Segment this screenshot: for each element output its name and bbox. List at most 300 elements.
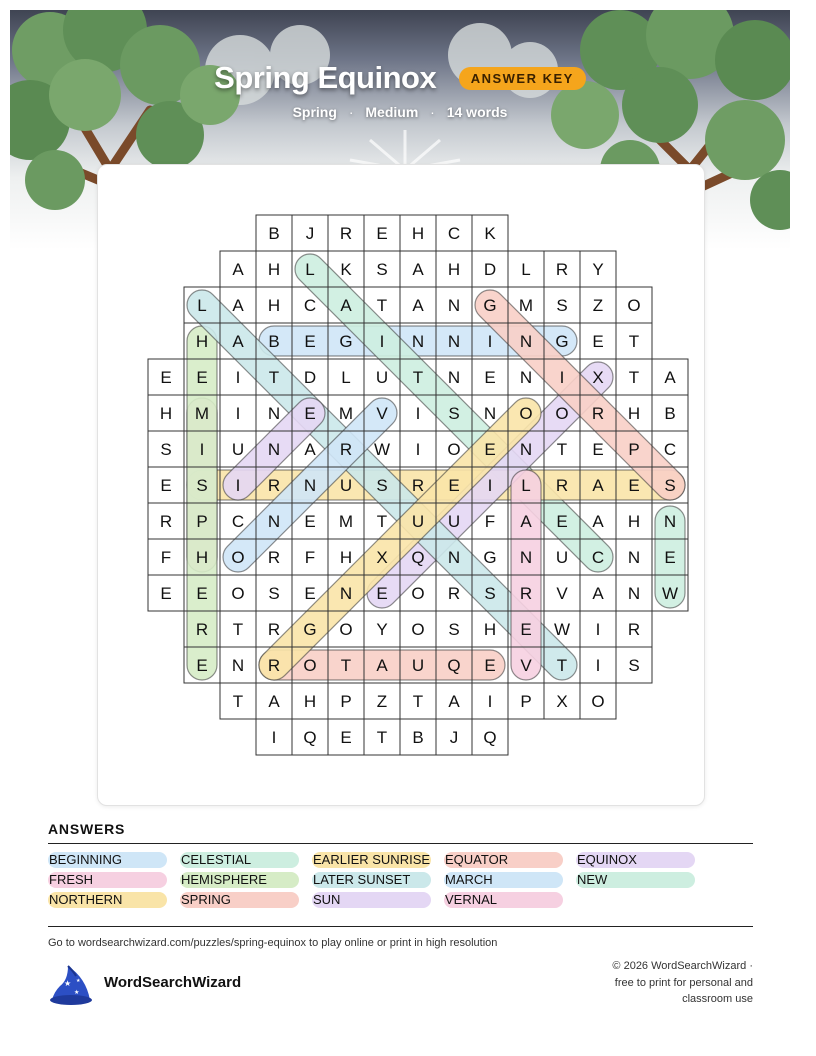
grid-letter: N (519, 440, 533, 459)
puzzle-title: Spring Equinox (214, 60, 437, 95)
grid-letter: T (412, 692, 424, 711)
grid-cell (220, 683, 256, 719)
grid-cell (580, 575, 616, 611)
grid-cell (616, 611, 652, 647)
grid-letter: A (448, 692, 460, 711)
grid-cell (220, 395, 256, 431)
grid-letter: N (447, 296, 461, 315)
grid-letter: I (559, 368, 565, 387)
grid-letter: I (379, 332, 385, 351)
grid-cell (328, 719, 364, 755)
grid-letter: E (520, 620, 532, 639)
grid-letter: P (196, 512, 208, 531)
grid-cell (652, 395, 688, 431)
grid-cell (220, 647, 256, 683)
grid-cell (580, 323, 616, 359)
grid-letter: H (303, 692, 317, 711)
grid-letter: E (484, 368, 496, 387)
grid-letter: N (267, 440, 281, 459)
grid-cell (292, 215, 328, 251)
grid-letter: L (521, 476, 531, 495)
grid-cell (364, 683, 400, 719)
grid-letter: H (483, 620, 497, 639)
grid-letter: V (556, 584, 568, 603)
grid-letter: N (663, 512, 677, 531)
grid-letter: S (448, 404, 460, 423)
grid-letter: M (194, 404, 210, 423)
grid-cell (652, 359, 688, 395)
grid-letter: V (520, 656, 532, 675)
grid-letter: W (661, 584, 679, 603)
grid-letter: R (591, 404, 605, 423)
meta-separator: · (430, 104, 435, 120)
grid-letter: A (376, 656, 388, 675)
grid-letter: I (415, 440, 421, 459)
grid-letter: K (484, 224, 496, 243)
answer-word: FRESH (48, 872, 167, 888)
grid-cell (544, 287, 580, 323)
grid-cell (292, 719, 328, 755)
grid-letter: I (487, 476, 493, 495)
grid-cell (472, 215, 508, 251)
grid-letter: M (338, 404, 354, 423)
grid-letter: Y (376, 620, 388, 639)
grid-letter: M (518, 296, 534, 315)
grid-letter: N (303, 476, 317, 495)
grid-letter: G (555, 332, 569, 351)
grid-letter: H (195, 332, 209, 351)
grid-letter: R (555, 260, 569, 279)
answer-word: VERNAL (444, 892, 563, 908)
grid-letter: S (628, 656, 640, 675)
grid-letter: E (664, 548, 676, 567)
grid-letter: Q (483, 728, 497, 747)
grid-cell (364, 251, 400, 287)
grid-cell (256, 575, 292, 611)
grid-cell (148, 395, 184, 431)
grid-letter: Z (592, 296, 604, 315)
grid-cell (436, 215, 472, 251)
grid-letter: G (483, 548, 497, 567)
grid-letter: B (268, 224, 280, 243)
copyright-notice (553, 958, 753, 1008)
answer-word: NEW (576, 872, 695, 888)
grid-letter: H (447, 260, 461, 279)
grid-letter: O (447, 440, 461, 459)
grid-cell (472, 683, 508, 719)
grid-cell (328, 503, 364, 539)
grid-letter: G (339, 332, 353, 351)
grid-letter: H (411, 224, 425, 243)
grid-letter: F (160, 548, 172, 567)
answer-word: SUN (312, 892, 431, 908)
answer-word: SPRING (180, 892, 299, 908)
grid-cell (328, 683, 364, 719)
grid-letter: F (484, 512, 496, 531)
grid-letter: U (231, 440, 245, 459)
grid-letter: E (592, 332, 604, 351)
grid-letter: G (483, 296, 497, 315)
grid-cell (400, 683, 436, 719)
answer-word: MARCH (444, 872, 563, 888)
grid-letter: T (556, 440, 568, 459)
grid-letter: T (232, 620, 244, 639)
grid-letter: A (304, 440, 316, 459)
grid-letter: E (376, 584, 388, 603)
play-online-link[interactable]: Go to wordsearchwizard.com/puzzles/spring-equinox to play online or print in high resolution (48, 937, 498, 949)
copyright-line: © 2026 WordSearchWizard · (612, 960, 753, 972)
grid-letter: Q (411, 548, 425, 567)
grid-letter: N (519, 332, 533, 351)
grid-letter: K (340, 260, 352, 279)
grid-letter: U (411, 656, 425, 675)
grid-letter: E (160, 584, 172, 603)
grid-letter: O (555, 404, 569, 423)
grid-letter: A (592, 512, 604, 531)
grid-letter: T (556, 656, 568, 675)
grid-letter: C (231, 512, 245, 531)
grid-letter: W (553, 620, 571, 639)
grid-cell (580, 287, 616, 323)
copyright-line: free to print for personal and (614, 976, 753, 989)
grid-letter: P (340, 692, 352, 711)
grid-letter: E (304, 332, 316, 351)
grid-letter: H (159, 404, 173, 423)
grid-letter: W (373, 440, 391, 459)
grid-letter: Y (592, 260, 604, 279)
answer-word: EQUATOR (444, 852, 563, 868)
grid-letter: A (664, 368, 676, 387)
grid-letter: Z (376, 692, 388, 711)
grid-cell (148, 539, 184, 575)
grid-cell (436, 719, 472, 755)
grid-letter: R (267, 548, 281, 567)
grid-letter: C (591, 548, 605, 567)
grid-cell (472, 719, 508, 755)
grid-cell (400, 251, 436, 287)
grid-letter: E (160, 368, 172, 387)
grid-cell (400, 611, 436, 647)
grid-letter: P (520, 692, 532, 711)
meta-separator: · (348, 104, 354, 120)
grid-letter: R (339, 440, 353, 459)
grid-cell (508, 683, 544, 719)
answer-word: LATER SUNSET (312, 872, 431, 888)
grid-letter: S (556, 296, 568, 315)
grid-letter: U (447, 512, 461, 531)
grid-cell (400, 287, 436, 323)
meta-word-count: 14 words (446, 104, 508, 120)
answer-word: EQUINOX (576, 852, 695, 868)
grid-cell (616, 575, 652, 611)
grid-letter: N (447, 332, 461, 351)
grid-letter: H (627, 404, 641, 423)
grid-cell (256, 287, 292, 323)
grid-letter: T (376, 728, 388, 747)
grid-letter: A (412, 296, 424, 315)
grid-cell (472, 251, 508, 287)
grid-letter: T (376, 296, 388, 315)
meta-theme: Spring (292, 104, 337, 120)
grid-cell (544, 683, 580, 719)
grid-letter: I (235, 368, 241, 387)
grid-cell (256, 719, 292, 755)
grid-letter: I (235, 476, 241, 495)
grid-letter: L (305, 260, 315, 279)
grid-letter: O (339, 620, 353, 639)
grid-letter: Q (303, 728, 317, 747)
answer-word: CELESTIAL (180, 852, 299, 868)
grid-letter: N (519, 368, 533, 387)
grid-cell (148, 503, 184, 539)
grid-letter: D (483, 260, 497, 279)
grid-letter: L (341, 368, 351, 387)
grid-letter: S (484, 584, 496, 603)
grid-letter: T (376, 512, 388, 531)
svg-text:★: ★ (76, 978, 81, 984)
grid-letter: N (447, 548, 461, 567)
grid-cell (616, 503, 652, 539)
grid-letter: S (376, 476, 388, 495)
grid-cell (328, 359, 364, 395)
grid-letter: R (447, 584, 461, 603)
grid-letter: T (412, 368, 424, 387)
grid-letter: O (231, 584, 245, 603)
grid-letter: E (340, 728, 352, 747)
grid-letter: T (628, 332, 640, 351)
grid-letter: N (627, 548, 641, 567)
grid-letter: B (412, 728, 424, 747)
grid-cell (508, 251, 544, 287)
grid-letter: E (196, 368, 208, 387)
grid-cell (256, 251, 292, 287)
grid-cell (148, 359, 184, 395)
grid-cell (436, 611, 472, 647)
grid-letter: T (340, 656, 352, 675)
answers-heading: ANSWERS (48, 821, 126, 837)
grid-letter: F (304, 548, 316, 567)
grid-letter: J (305, 224, 315, 243)
grid-cell (580, 251, 616, 287)
grid-letter: A (340, 296, 352, 315)
grid-letter: X (592, 368, 604, 387)
grid-letter: I (595, 656, 601, 675)
grid-letter: R (411, 476, 425, 495)
grid-letter: S (448, 620, 460, 639)
grid-cell (580, 647, 616, 683)
grid-letter: A (232, 260, 244, 279)
grid-cell (616, 287, 652, 323)
grid-letter: E (448, 476, 460, 495)
grid-letter: I (595, 620, 601, 639)
grid-cell (328, 215, 364, 251)
grid-letter: E (484, 656, 496, 675)
grid-letter: O (627, 296, 641, 315)
grid-letter: C (663, 440, 677, 459)
grid-letter: N (267, 512, 281, 531)
grid-letter: R (195, 620, 209, 639)
grid-letter: T (628, 368, 640, 387)
grid-cell (292, 539, 328, 575)
grid-letter: H (339, 548, 353, 567)
grid-letter: H (267, 260, 281, 279)
grid-cell (544, 575, 580, 611)
grid-cell (544, 251, 580, 287)
grid-letter: E (376, 224, 388, 243)
grid-cell (364, 611, 400, 647)
grid-letter: N (627, 584, 641, 603)
grid-cell (436, 683, 472, 719)
answer-key-badge: ANSWER KEY (459, 67, 586, 90)
grid-letter: C (303, 296, 317, 315)
grid-letter: E (196, 584, 208, 603)
grid-letter: R (267, 656, 281, 675)
grid-letter: E (556, 512, 568, 531)
grid-letter: I (487, 692, 493, 711)
grid-letter: R (339, 224, 353, 243)
grid-letter: A (412, 260, 424, 279)
grid-letter: A (232, 332, 244, 351)
grid-letter: L (521, 260, 531, 279)
grid-letter: U (555, 548, 569, 567)
grid-cell (580, 683, 616, 719)
grid-cell (400, 719, 436, 755)
grid-letter: I (415, 404, 421, 423)
grid-letter: I (235, 404, 241, 423)
grid-letter: T (232, 692, 244, 711)
grid-cell (580, 611, 616, 647)
grid-cell (220, 611, 256, 647)
grid-cell (436, 251, 472, 287)
svg-text:★: ★ (64, 979, 72, 988)
grid-letter: R (267, 620, 281, 639)
grid-letter: X (556, 692, 568, 711)
grid-cell (472, 359, 508, 395)
grid-letter: B (268, 332, 280, 351)
grid-letter: N (447, 368, 461, 387)
grid-letter: M (338, 512, 354, 531)
grid-letter: T (268, 368, 280, 387)
grid-cell (400, 215, 436, 251)
brand-name: WordSearchWizard (104, 974, 242, 991)
grid-cell (256, 215, 292, 251)
grid-letter: S (160, 440, 172, 459)
grid-cell (148, 467, 184, 503)
grid-letter: S (664, 476, 676, 495)
grid-cell (220, 575, 256, 611)
answer-word: BEGINNING (48, 852, 167, 868)
grid-letter: X (376, 548, 388, 567)
grid-letter: J (449, 728, 459, 747)
grid-letter: H (627, 512, 641, 531)
copyright-line: classroom use (682, 993, 753, 1005)
grid-letter: D (303, 368, 317, 387)
grid-letter: O (303, 656, 317, 675)
grid-letter: P (628, 440, 640, 459)
grid-letter: N (267, 404, 281, 423)
grid-cell (364, 215, 400, 251)
grid-cell (148, 575, 184, 611)
grid-letter: E (160, 476, 172, 495)
grid-cell (616, 323, 652, 359)
grid-cell (220, 251, 256, 287)
grid-letter: Q (447, 656, 461, 675)
grid-letter: N (411, 332, 425, 351)
grid-letter: E (628, 476, 640, 495)
grid-letter: O (231, 548, 245, 567)
grid-letter: R (519, 584, 533, 603)
grid-cell (148, 431, 184, 467)
meta-difficulty: Medium (365, 104, 419, 120)
grid-letter: R (159, 512, 173, 531)
grid-letter: R (627, 620, 641, 639)
grid-letter: U (339, 476, 353, 495)
grid-letter: A (232, 296, 244, 315)
grid-cell (616, 647, 652, 683)
grid-letter: I (487, 332, 493, 351)
grid-letter: O (519, 404, 533, 423)
divider (48, 926, 753, 927)
grid-cell (256, 683, 292, 719)
grid-letter: U (411, 512, 425, 531)
grid-cell (616, 539, 652, 575)
grid-letter: O (411, 584, 425, 603)
grid-letter: B (664, 404, 676, 423)
grid-letter: E (304, 404, 316, 423)
grid-letter: H (267, 296, 281, 315)
grid-letter: I (199, 440, 205, 459)
grid-letter: I (271, 728, 277, 747)
grid-cell (292, 683, 328, 719)
grid-letter: L (197, 296, 207, 315)
grid-letter: N (519, 548, 533, 567)
grid-letter: O (411, 620, 425, 639)
grid-letter: E (196, 656, 208, 675)
answer-word: EARLIER SUNRISE (313, 852, 431, 867)
grid-letter: N (339, 584, 353, 603)
grid-letter: V (376, 404, 388, 423)
grid-cell (436, 287, 472, 323)
grid-letter: A (592, 584, 604, 603)
grid-letter: O (591, 692, 605, 711)
grid-letter: A (520, 512, 532, 531)
wizard-hat-icon (46, 962, 94, 1006)
grid-letter: E (592, 440, 604, 459)
grid-letter: A (592, 476, 604, 495)
grid-letter: S (268, 584, 280, 603)
answer-word: NORTHERN (48, 892, 167, 908)
grid-letter: N (483, 404, 497, 423)
grid-letter: C (447, 224, 461, 243)
grid-letter: N (231, 656, 245, 675)
grid-letter: G (303, 620, 317, 639)
grid-letter: E (304, 512, 316, 531)
grid-letter: S (376, 260, 388, 279)
grid-letter: H (195, 548, 209, 567)
grid-letter: E (484, 440, 496, 459)
answer-word: HEMISPHERE (180, 872, 299, 888)
grid-cell (616, 359, 652, 395)
grid-letter: R (267, 476, 281, 495)
grid-cell (364, 719, 400, 755)
grid-letter: R (555, 476, 569, 495)
grid-letter: U (375, 368, 389, 387)
grid-letter: A (268, 692, 280, 711)
grid-letter: E (304, 584, 316, 603)
divider (48, 843, 753, 844)
grid-letter: S (196, 476, 208, 495)
svg-text:★: ★ (74, 990, 80, 996)
